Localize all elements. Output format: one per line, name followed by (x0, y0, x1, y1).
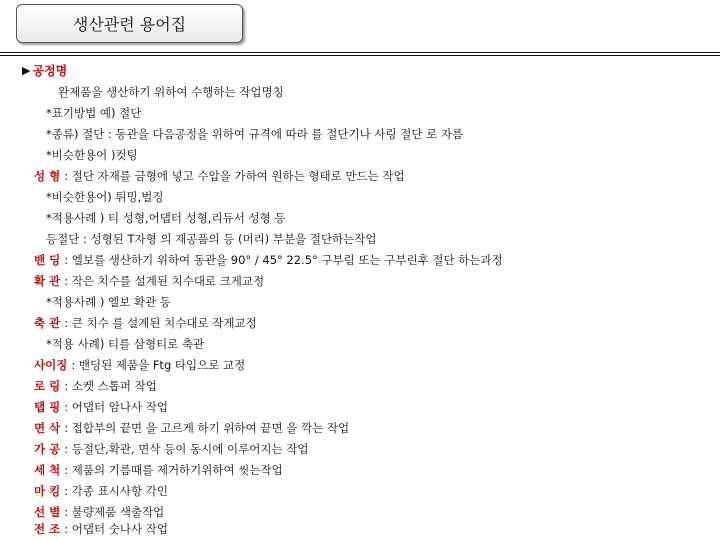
definition-line (34, 271, 264, 291)
term-label: 가 공 (34, 442, 61, 456)
definition-text: 등절단 : 성형된 T자형 의 재공품의 등 (머리) 부분을 절단하는작업 (46, 232, 377, 246)
definition-line (34, 481, 168, 501)
term-label: 탭 핑 (34, 400, 61, 414)
definition-text: : 어댑터 암나사 작업 (64, 400, 168, 414)
section-heading-label: 공정명 (32, 64, 68, 78)
page-title: 생산관련 용어집 (16, 4, 243, 43)
term-label: 전 조 (34, 522, 61, 536)
term-label: 확 관 (34, 274, 61, 288)
term-label: 로 링 (34, 379, 61, 393)
definition-text: : 접합부의 끝면 을 고르게 하기 위하여 끝면 을 깍는 작업 (64, 421, 350, 435)
definition-line (46, 145, 138, 165)
definition-text: *표기방법 예) 절단 (46, 106, 142, 120)
term-label: 면 삭 (34, 421, 61, 435)
definition-line (34, 376, 157, 396)
definition-text: : 어댑터 숫나사 작업 (64, 522, 168, 536)
definition-text: *종류) 절단 : 동관을 다음공정을 위하여 규격에 따라 를 절단기나 사링 절단 로 자름 (46, 127, 464, 141)
definition-text: : 큰 치수 를 설계된 치수대로 작게교정 (64, 316, 257, 330)
definition-line (46, 124, 463, 144)
definition-text: *비슷한용어 )컷팅 (46, 148, 138, 162)
term-label: 사이징 (34, 358, 68, 372)
definition-line (34, 166, 405, 186)
divider (0, 55, 720, 56)
definition-line (34, 397, 168, 417)
definition-line (34, 460, 283, 480)
definition-line (34, 502, 164, 522)
definition-text: *적용사례 ) 티 성형,어댑터 성형,리듀서 성형 등 (46, 211, 286, 225)
definition-text: : 밴딩된 제품을 Ftg 타입으로 교정 (71, 358, 246, 372)
definition-text: *비슷한용어) 튀밍,벌징 (46, 190, 164, 204)
term-label: 마 킹 (34, 484, 61, 498)
term-label: 축 관 (34, 316, 61, 330)
definition-line (58, 82, 284, 102)
term-label: 밴 딩 (34, 253, 61, 267)
definition-line (34, 520, 168, 538)
definition-text: : 절단 자재를 금형에 넣고 수압을 가하여 원하는 형태로 만드는 작업 (64, 169, 405, 183)
definition-line (34, 418, 349, 438)
section-heading (22, 62, 67, 79)
definition-text: : 제품의 기름때를 제거하기위하여 씻는작업 (64, 463, 283, 477)
definition-line (34, 313, 257, 333)
definition-line (46, 292, 171, 312)
definition-text: *적용 사례) 티를 삼형티로 축관 (46, 337, 205, 351)
triangle-bullet-icon: ▶ (22, 64, 31, 77)
definition-text: 완제품을 생산하기 위하여 수행하는 작업명칭 (58, 85, 284, 99)
definition-line (34, 355, 245, 375)
definition-text: : 엘보를 생산하기 위하여 동관을 90° / 45° 22.5° 구부림 또는 구부린후 절단 하는과정 (64, 253, 503, 267)
definition-text: *적용사례 ) 엘보 확관 등 (46, 295, 171, 309)
definition-line (34, 250, 503, 270)
definition-line (46, 103, 141, 123)
term-label: 선 별 (34, 505, 61, 519)
definition-text: : 소켓 스톱퍼 작업 (64, 379, 157, 393)
divider (0, 52, 720, 53)
definition-text: : 각종 표시사항 각인 (64, 484, 168, 498)
definition-line (46, 229, 377, 249)
definition-line (34, 439, 308, 459)
term-label: 세 척 (34, 463, 61, 477)
definition-line (46, 208, 285, 228)
definition-line (46, 334, 204, 354)
definition-text: : 등절단,확관, 면삭 등이 동시에 이루어지는 작업 (64, 442, 309, 456)
term-label: 성 형 (34, 169, 61, 183)
definition-text: : 작은 치수를 설계된 치수대로 크게교정 (64, 274, 265, 288)
definition-line (46, 187, 164, 207)
definition-text: : 불량제품 색출작업 (64, 505, 165, 519)
